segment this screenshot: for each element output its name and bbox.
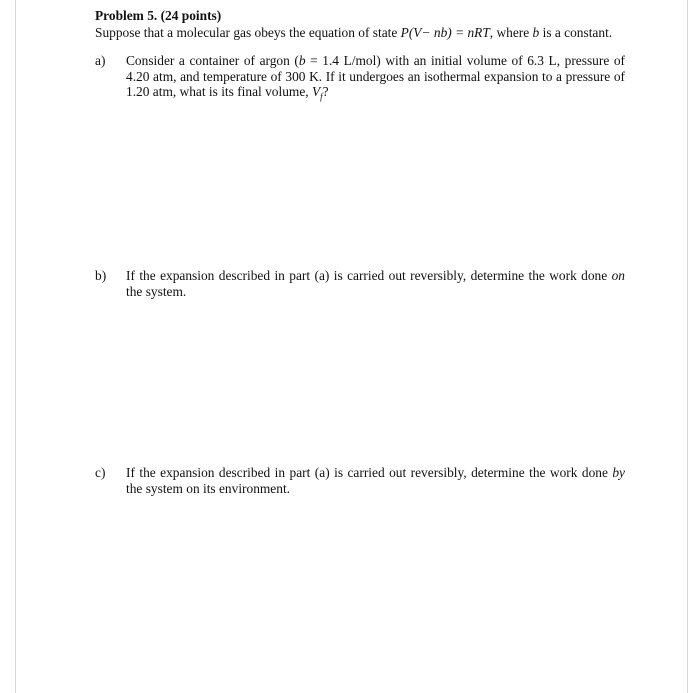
problem-intro	[95, 25, 625, 41]
part-a	[95, 53, 625, 100]
part-a-text-2: = 1.4 L/mol) with an initial volume of 6.3 L, pressure of 4.20 atm, and temperature of 300 K. If it undergoes an isothermal expansion to a pressure of 1.20 atm, what is its final volume,	[126, 53, 625, 99]
part-a-label: a)	[95, 53, 106, 68]
part-b-text	[126, 268, 625, 299]
part-b-label: b)	[95, 268, 107, 283]
part-b-text-1: If the expansion described in part (a) is carried out reversibly, determine the work done	[126, 268, 612, 283]
part-b-text-2: the system.	[126, 283, 187, 299]
part-c-text-2: the system on its environment.	[126, 480, 291, 496]
intro-prefix: Suppose that a molecular gas obeys the equation of state	[95, 24, 401, 40]
problem-title: Problem 5. (24 points)	[95, 8, 222, 23]
constant-b: b	[532, 24, 540, 40]
part-c-text-1: If the expansion described in part (a) is carried out reversibly, determine the work done	[126, 465, 613, 480]
equation-of-state: P(V− nb) = nRT	[400, 24, 490, 40]
part-a-sub-f: f	[320, 91, 323, 102]
part-b	[95, 268, 625, 299]
part-a-text	[126, 53, 625, 100]
document-page	[15, 0, 688, 693]
part-a-var-b: b	[298, 53, 306, 68]
problem-content	[95, 8, 625, 496]
part-a-text-3: ?	[322, 84, 329, 99]
part-c	[95, 465, 625, 496]
part-c-emphasis: by	[612, 465, 625, 480]
intro-mid: , where	[489, 24, 533, 40]
part-c-text	[126, 465, 625, 496]
intro-suffix: is a constant.	[539, 24, 613, 40]
part-c-label: c)	[95, 465, 106, 480]
part-a-var-v: V	[311, 84, 321, 99]
part-a-text-1: Consider a container of argon (	[126, 53, 299, 68]
part-b-emphasis: on	[611, 268, 625, 283]
